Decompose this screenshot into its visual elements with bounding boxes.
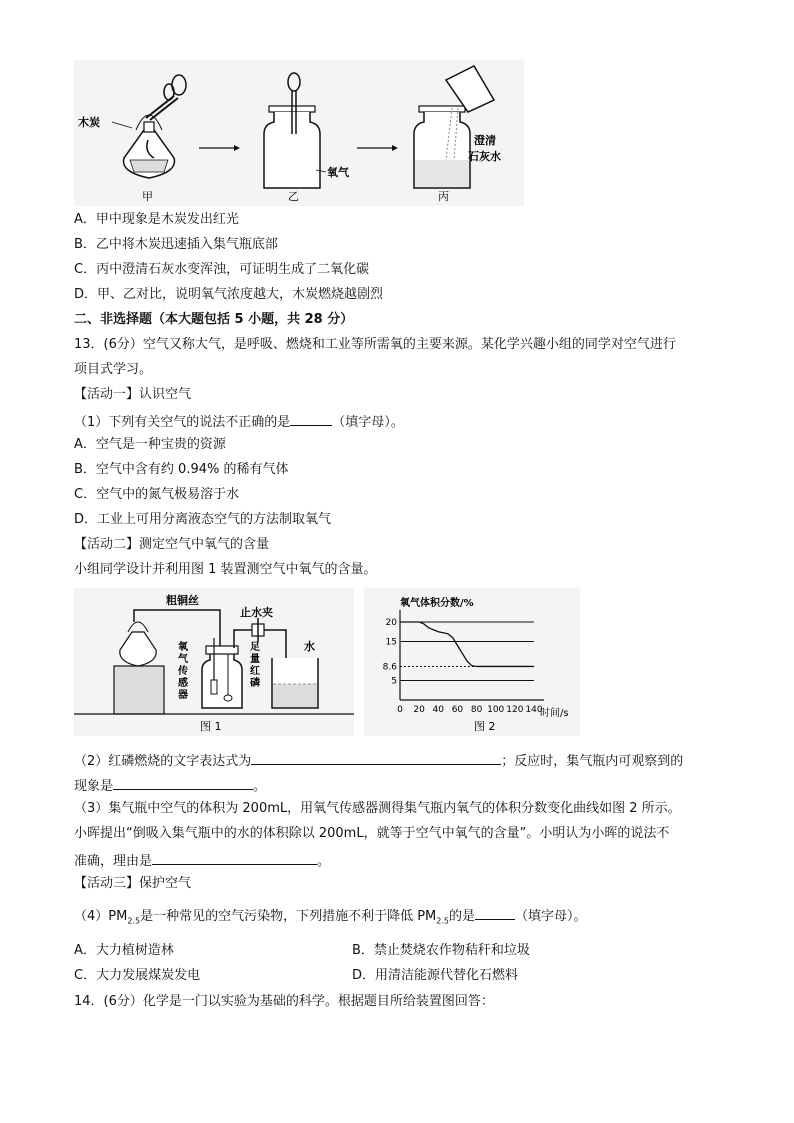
sub1-option-a: A．空气是一种宝贵的资源 (74, 437, 226, 452)
label-limewater-2: 石灰水 (468, 150, 501, 163)
section-title: 二、非选择题（本大题包括 5 小题，共 28 分） (74, 312, 354, 327)
sub2-text-d: 。 (253, 779, 267, 794)
sub4-text-b: 是一种常见的空气污染物，下列措施不利于降低 PM (140, 909, 437, 924)
caption-yi: 乙 (288, 190, 299, 203)
x-tick-label: 140 (525, 705, 543, 715)
sub4-option-c: C．大力发展煤炭发电 (74, 968, 201, 983)
label-charcoal: 木炭 (78, 116, 100, 129)
q12-option-d: D．甲、乙对比，说明氧气浓度越大，木炭燃烧越剧烈 (74, 287, 384, 302)
label-sensor-1: 气 (178, 654, 188, 665)
label-clamp: 止水夹 (240, 606, 273, 619)
water-beaker (272, 658, 318, 708)
sub-question-3-line2: 小晖提出“倒吸入集气瓶中的水的体积除以 200mL，就等于空气中氧气的含量”。小明认为小晖的说法不 (74, 826, 670, 841)
label-phosphorus-1: 量 (250, 654, 260, 665)
sub-question-2-line1 (74, 750, 683, 771)
pm-subscript-2: 2.5 (436, 916, 449, 926)
q12-option-c: C．丙中澄清石灰水变浑浊，可证明生成了二氧化碳 (74, 262, 370, 277)
label-oxygen: 氧气 (327, 166, 349, 179)
y-tick-label: 5 (391, 676, 397, 687)
x-tick-label: 80 (470, 705, 483, 715)
q12-option-b: B．乙中将木炭迅速插入集气瓶底部 (74, 237, 278, 252)
sub4-text-c: 的是 (449, 909, 476, 924)
q13-intro-line1: 13．(6分）空气又称大气，是呼吸、燃烧和工业等所需氧的主要来源。某化学兴趣小组的同学对空气进行 (74, 337, 676, 352)
caption-jia: 甲 (142, 190, 153, 203)
sub4-option-d: D．用清洁能源代替化石燃料 (352, 968, 519, 983)
sub2-text-b: ；反应时，集气瓶内可观察到的 (501, 754, 684, 769)
label-phosphorus-2: 红 (250, 666, 260, 677)
gas-jar (202, 638, 242, 708)
answer-blank-1[interactable] (290, 411, 332, 426)
label-phosphorus-3: 磷 (250, 678, 260, 689)
label-sensor-3: 感 (178, 678, 188, 689)
label-sensor-4: 器 (178, 690, 188, 701)
sub1-tail: （填字母）。 (332, 415, 404, 430)
pm-subscript-1: 2.5 (127, 916, 141, 926)
label-water: 水 (304, 640, 315, 653)
sub1-option-d: D．工业上可用分离液态空气的方法制取氧气 (74, 512, 332, 527)
figure-1-apparatus (74, 588, 354, 736)
sub3-text-d: 。 (317, 854, 331, 869)
sub1-option-b: B．空气中含有约 0.94% 的稀有气体 (74, 462, 289, 477)
answer-blank-2b[interactable] (113, 775, 253, 790)
x-tick-label: 60 (451, 705, 464, 715)
y-tick-label: 20 (385, 618, 397, 628)
label-copper-wire: 粗铜丝 (166, 594, 199, 607)
sub-question-2-line2 (74, 775, 266, 796)
chart-x-ticks (397, 705, 543, 715)
sub1-option-c: C．空气中的氮气极易溶于水 (74, 487, 240, 502)
sub-question-1 (74, 411, 404, 432)
sub4-text-d: （填字母）。 (515, 909, 587, 924)
x-tick-label: 20 (413, 705, 425, 715)
combustion-figure (74, 60, 524, 206)
sub3-text-c: 准确，理由是 (74, 854, 153, 869)
activity-2: 【活动二】测定空气中氧气的含量 (74, 537, 270, 552)
sub-question-4 (74, 905, 587, 931)
sub4-option-a: A．大力植树造林 (74, 943, 174, 958)
sub2-text-a: （2）红磷燃烧的文字表达式为 (74, 754, 252, 769)
sub4-option-b: B．禁止焚烧农作物秸秆和垃圾 (352, 943, 530, 958)
q13-intro-line2: 项目式学习。 (74, 362, 153, 377)
activity-2-text: 小组同学设计并利用图 1 装置测空气中氧气的含量。 (74, 562, 377, 577)
chart-y-axis-label: 氧气体积分数/% (400, 598, 474, 609)
x-tick-label: 40 (432, 705, 445, 715)
x-tick-label: 120 (506, 705, 524, 715)
label-phosphorus-0: 足 (250, 642, 260, 653)
sub1-text: （1）下列有关空气的说法不正确的是 (74, 415, 291, 430)
y-tick-label: 8.6 (382, 662, 397, 673)
y-tick-label: 15 (385, 637, 397, 648)
q12-option-a: A．甲中现象是木炭发出红光 (74, 212, 239, 227)
question-14: 14．(6分）化学是一门以实验为基础的科学。根据题目所给装置图回答： (74, 994, 494, 1009)
x-tick-label: 100 (487, 705, 505, 715)
x-tick-label: 0 (397, 705, 403, 715)
answer-blank-4[interactable] (475, 905, 515, 920)
sub2-text-c: 现象是 (74, 779, 114, 794)
chart-caption: 图 2 (474, 720, 496, 733)
answer-blank-2a[interactable] (251, 750, 501, 765)
chart-x-axis-label: 时间/s (540, 708, 569, 719)
fig1-caption: 图 1 (200, 720, 222, 733)
label-limewater-1: 澄清 (474, 134, 496, 147)
label-sensor-2: 传 (178, 666, 188, 677)
caption-bing: 丙 (438, 190, 449, 203)
label-sensor-0: 氧 (178, 642, 188, 653)
sub-question-3-line1: （3）集气瓶中空气的体积为 200mL，用氧气传感器测得集气瓶内氧气的体积分数变化曲线如图 2 所示。 (74, 801, 681, 816)
activity-3: 【活动三】保护空气 (74, 876, 192, 891)
sub4-text-a: （4）PM (74, 909, 128, 924)
answer-blank-3[interactable] (152, 850, 317, 865)
figure-2-chart (364, 588, 580, 736)
sub-question-3-line3 (74, 850, 330, 871)
activity-1: 【活动一】认识空气 (74, 387, 192, 402)
